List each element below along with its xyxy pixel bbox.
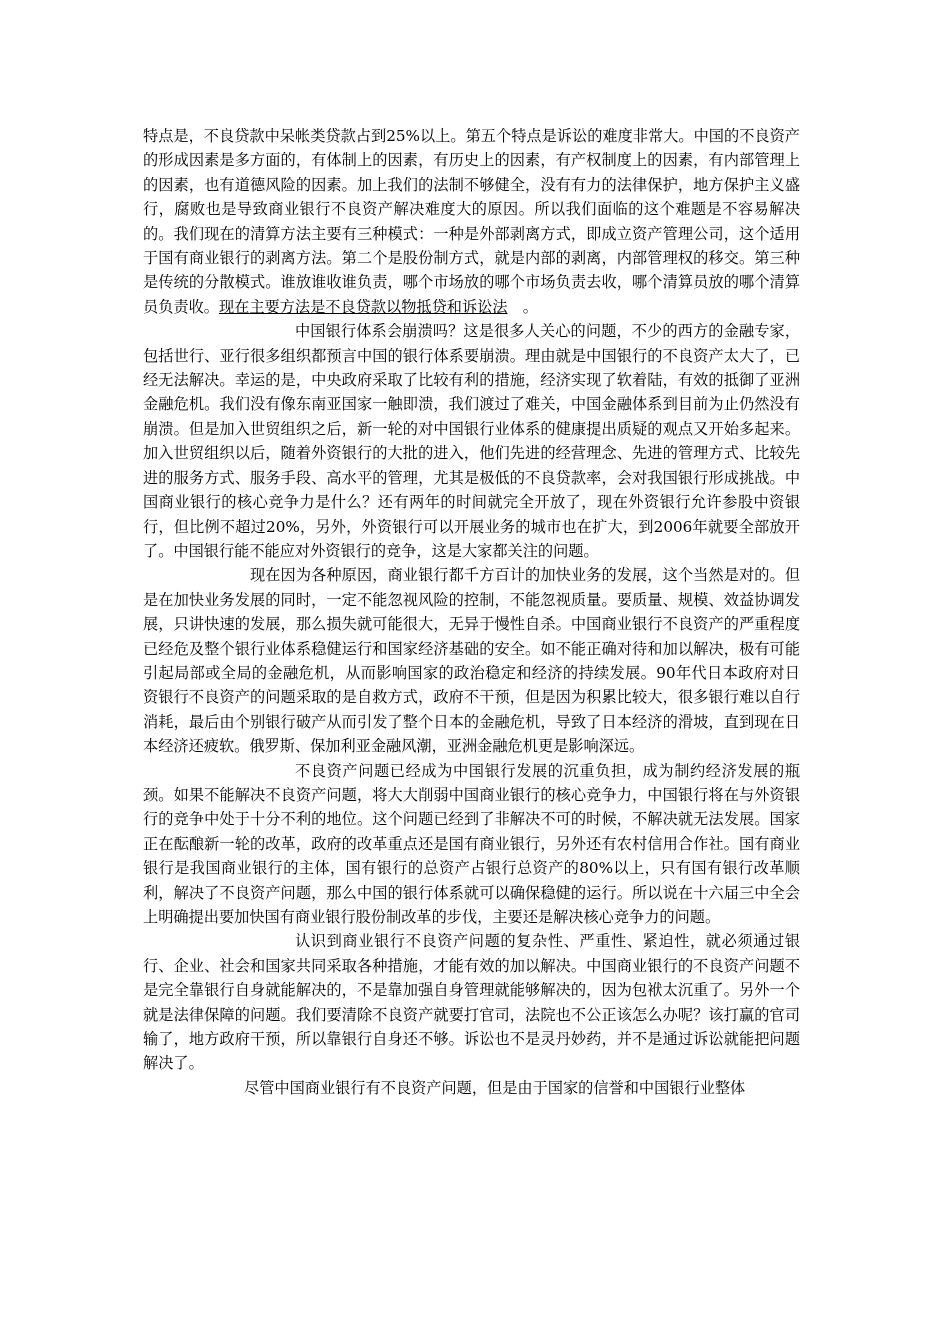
paragraph-3: 现在因为各种原因，商业银行都千方百计的加快业务的发展，这个当然是对的。但是在加快业务发展的同时，一定不能忽视风险的控制，不能忽视质量。要质量、规模、效益协调发展，只讲快速的发展，那么损失就可能很大，无异于慢性自杀。中国商业银行不良资产的严重程度已经危及整个银行业体系稳健运行和国家经济基础的安全。如不能正确对待和加以解决，极有可能引起局部或全局的金融危机，从而影响国家的政治稳定和经济的持续发展。90年代日本政府对日资银行不良资产的问题采取的是自救方式，政府不干预，但是因为积累比较大，很多银行难以自行消耗，最后由个别银行破产从而引发了整个日本的金融危机，导致了日本经济的滑坡，直到现在日本经济还疲软。俄罗斯、保加利亚金融风潮，亚洲金融危机更是影响深远。 (143, 566, 800, 756)
paragraph-6: 尽管中国商业银行有不良资产问题，但是由于国家的信誉和中国银行业整体 (244, 1078, 746, 1097)
paragraph-1-text: 特点是，不良贷款中呆帐类贷款占到25%以上。第五个特点是诉讼的难度非常大。中国的不良资产的形成因素是多方面的，有体制上的因素，有历史上的因素，有产权制度上的因素，有内部管理上的因素，也有道德风险的因素。加上我们的法制不够健全，没有有力的法律保护，地方保护主义盛行，腐败也是导致商业银行不良资产解决难度大的原因。所以我们面临的这个难题是不容易解决的。我们现在的清算方法主要有三种模式：一种是外部剥离方式，即成立资产管理公司，这个适用于国有商业银行的剥离方法。第二个是股份制方式，就是内部的剥离，内部管理权的移交。第三种是传统的分散模式。谁放谁收谁负责，哪个市场放的哪个市场负责去收，哪个清算员放的哪个清算员负责收。 (143, 127, 800, 316)
paragraph-1-tail: 。 (507, 297, 538, 316)
document-page (143, 124, 800, 1100)
paragraph-2: 中国银行体系会崩溃吗？这是很多人关心的问题，不少的西方的金融专家，包括世行、亚行很多组织都预言中国的银行体系要崩溃。理由就是中国银行的不良资产太大了，已经无法解决。幸运的是，中央政府采取了比较有利的措施，经济实现了软着陆，有效的抵御了亚洲金融危机。我们没有像东南亚国家一触即溃，我们渡过了难关，中国金融体系到目前为止仍然没有崩溃。但是加入世贸组织之后，新一轮的对中国银行业体系的健康提出质疑的观点又开始多起来。加入世贸组织以后，随着外资银行的大批的进入，他们先进的经营理念、先进的管理方式、比较先进的服务方式、服务手段、高水平的管理，尤其是极低的不良贷款率，会对我国银行形成挑战。中国商业银行的核心竞争力是什么？还有两年的时间就完全开放了，现在外资银行允许参股中资银行，但比例不超过20%，另外，外资银行可以开展业务的城市也在扩大，到2006年就要全部放开了。中国银行能不能应对外资银行的竞争，这是大家都关注的问题。 (143, 322, 800, 560)
underlined-sentence: 现在主要方法是不良贷款以物抵贷和诉讼法 (218, 297, 508, 316)
paragraph-5: 认识到商业银行不良资产问题的复杂性、严重性、紧迫性，就必须通过银行、企业、社会和国家共同采取各种措施，才能有效的加以解决。中国商业银行的不良资产问题不是完全靠银行自身就能解决的，不是靠加强自身管理就能够解决的，因为包袱太沉重了。另外一个就是法律保障的问题。我们要清除不良资产就要打官司，法院也不公正该怎么办呢？该打赢的官司输了，地方政府干预，所以靠银行自身还不够。诉讼也不是灵丹妙药，并不是通过诉讼就能把问题解决了。 (143, 932, 800, 1073)
paragraph-1 (143, 124, 800, 319)
paragraph-4: 不良资产问题已经成为中国银行发展的沉重负担，成为制约经济发展的瓶颈。如果不能解决不良资产问题，将大大削弱中国商业银行的核心竞争力，中国银行将在与外资银行的竞争中处于十分不利的地位。这个问题已经到了非解决不可的时候，不解决就无法发展。国家正在酝酿新一轮的改革，政府的改革重点还是国有商业银行，另外还有农村信用合作社。国有商业银行是我国商业银行的主体，国有银行的总资产占银行总资产的80%以上，只有国有银行改革顺利，解决了不良资产问题，那么中国的银行体系就可以确保稳健的运行。所以说在十六届三中全会上明确提出要加快国有商业银行股份制改革的步伐，主要还是解决核心竞争力的问题。 (143, 761, 800, 926)
